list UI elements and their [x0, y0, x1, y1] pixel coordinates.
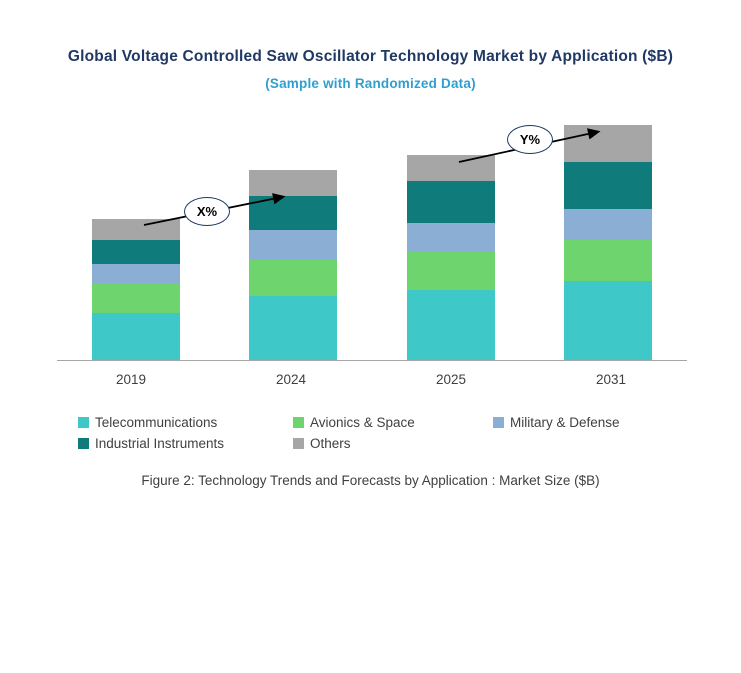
bar-segment [407, 181, 495, 222]
growth-label-1: X% [184, 197, 230, 226]
bar-segment [564, 209, 652, 239]
legend-item-industrial-instruments [78, 436, 293, 451]
legend-label: Industrial Instruments [95, 436, 225, 451]
legend-item-others [293, 436, 493, 451]
legend-item-avionics-space [293, 415, 493, 430]
chart-title: Global Voltage Controlled Saw Oscillator Technology Market by Application ($B) [67, 48, 674, 65]
legend-label: Others [310, 436, 351, 451]
legend-swatch-icon [78, 417, 89, 428]
chart-subtitle: (Sample with Randomized Data) [265, 76, 476, 91]
bar-segment [564, 281, 652, 360]
x-tick-label: 2024 [275, 372, 307, 387]
legend-swatch-icon [493, 417, 504, 428]
legend-swatch-icon [293, 438, 304, 449]
bar-segment [92, 264, 180, 283]
x-axis-line [57, 360, 687, 361]
bar-group [407, 155, 495, 360]
bar-segment [564, 162, 652, 209]
x-tick-label: 2025 [435, 372, 467, 387]
x-tick-label: 2019 [115, 372, 147, 387]
x-tick-label: 2031 [595, 372, 627, 387]
x-axis-tick-labels [57, 372, 687, 394]
bar-segment [249, 230, 337, 260]
bar-segment [249, 296, 337, 360]
bar-segment [92, 240, 180, 264]
legend-label: Military & Defense [510, 415, 620, 430]
bar-segment [407, 223, 495, 251]
bar-segment [92, 313, 180, 360]
title-block [0, 48, 741, 91]
bar-group [92, 219, 180, 360]
bar-segment [564, 240, 652, 281]
legend-item-military-defense [493, 415, 678, 430]
bar-segment [407, 290, 495, 360]
legend-label: Avionics & Space [310, 415, 415, 430]
growth-label-2: Y% [507, 125, 553, 154]
bar-segment [92, 283, 180, 313]
figure-caption: Figure 2: Technology Trends and Forecasts by Application : Market Size ($B) [141, 473, 600, 488]
legend-item-telecommunications [78, 415, 293, 430]
bar-segment [249, 260, 337, 296]
legend-spacer [493, 436, 678, 451]
bar-segment [407, 251, 495, 291]
legend-swatch-icon [293, 417, 304, 428]
legend-swatch-icon [78, 438, 89, 449]
legend-row [78, 436, 678, 451]
legend-label: Telecommunications [95, 415, 218, 430]
legend-row [78, 415, 678, 430]
legend [78, 415, 678, 457]
